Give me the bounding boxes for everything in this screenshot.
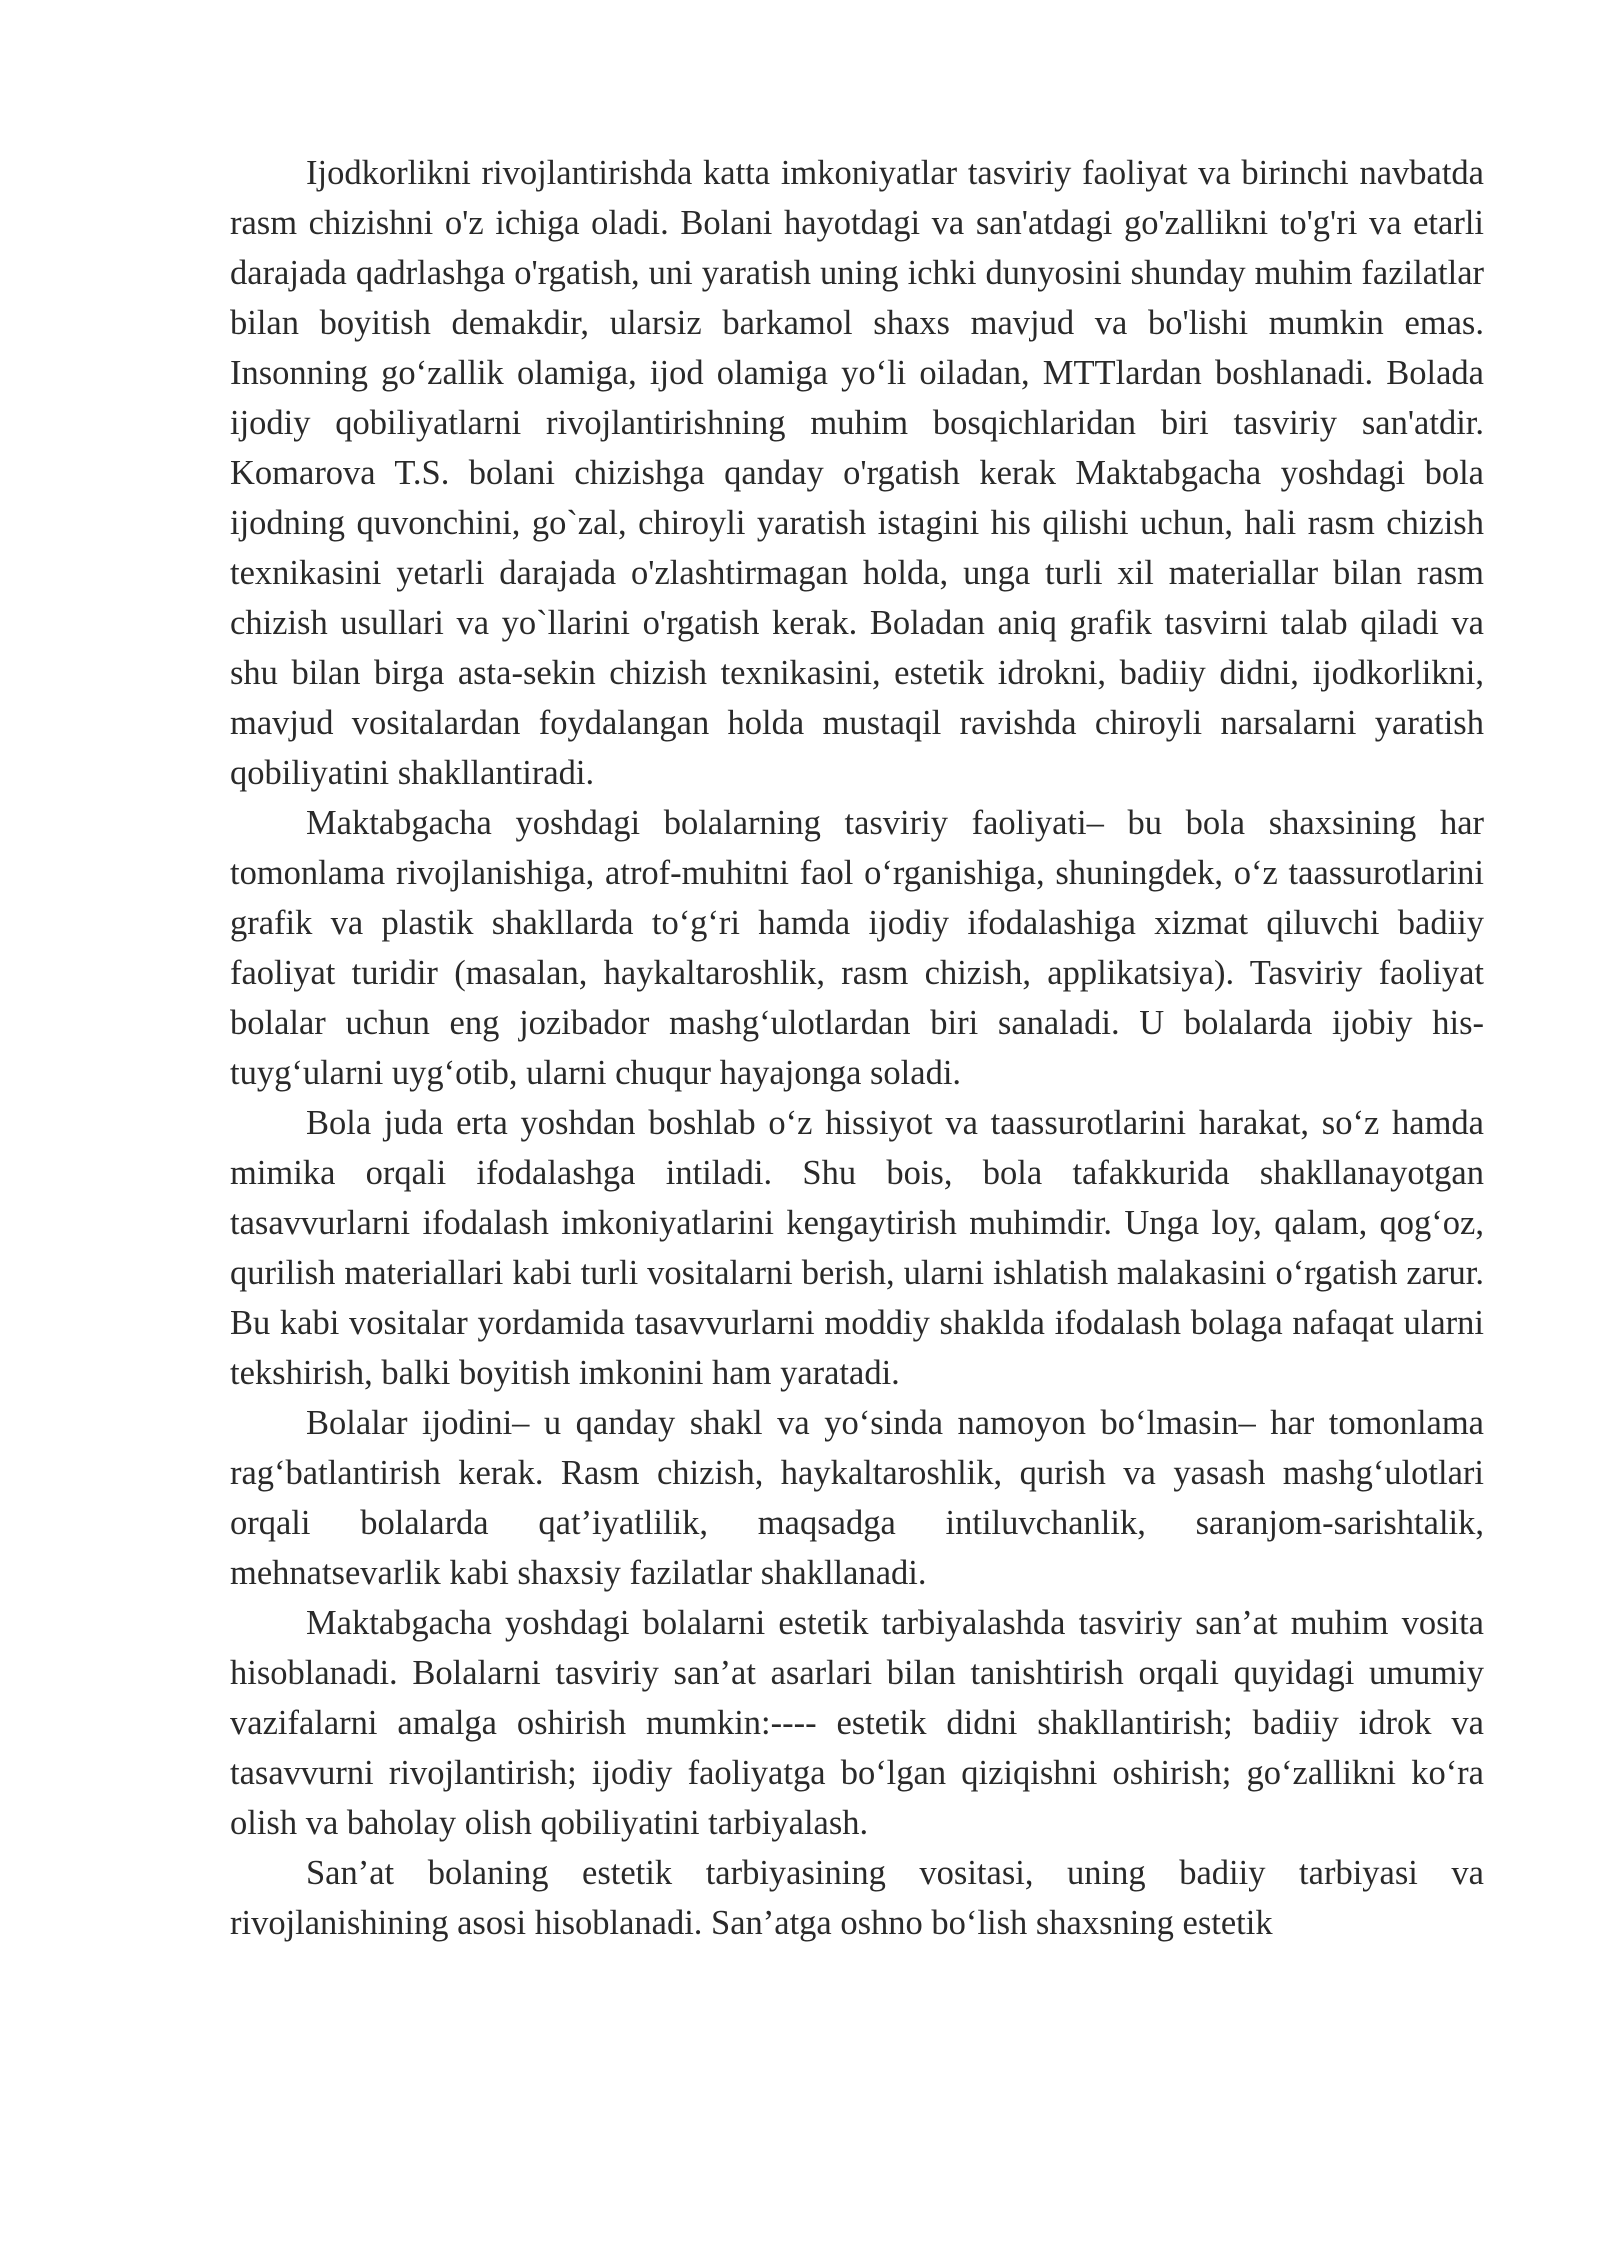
paragraph-2: Maktabgacha yoshdagi bolalarning tasviriy faoliyati– bu bola shaxsining har tomonlama rivojlanishiga, atrof-muhitni faol o‘rganishiga, shuningdek, o‘z taassurotlarini grafik va plastik shakllarda to‘g‘ri hamda ijodiy ifodalashiga xizmat qiluvchi badiiy faoliyat turidir (masalan, haykaltaroshlik, rasm chizish, applikatsiya). Tasviriy faoliyat bolalar uchun eng jozibador mashg‘ulotlardan biri sanaladi. U bolalarda ijobiy his-tuyg‘ularni uyg‘otib, ularni chuqur hayajonga soladi. bbox=[230, 804, 1484, 1092]
paragraph-4: Bolalar ijodini– u qanday shakl va yo‘sinda namoyon bo‘lmasin– har tomonlama rag‘batlantirish kerak. Rasm chizish, haykaltaroshlik, qurish va yasash mashg‘ulotlari orqali bolalarda qat’iyatlilik, maqsadga intiluvchanlik, saranjom-sarishtalik, mehnatsevarlik kabi shaxsiy fazilatlar shakllanadi. bbox=[230, 1404, 1484, 1592]
paragraph-5: Maktabgacha yoshdagi bolalarni estetik tarbiyalashda tasviriy san’at muhim vosita hisoblanadi. Bolalarni tasviriy san’at asarlari bilan tanishtirish orqali quyidagi umumiy vazifalarni amalga oshirish mumkin:---- estetik didni shakllantirish; badiiy idrok va tasavvurni rivojlantirish; ijodiy faoliyatga bo‘lgan qiziqishni oshirish; go‘zallikni ko‘ra olish va baholay olish qobiliyatini tarbiyalash. bbox=[230, 1604, 1484, 1842]
paragraph-3: Bola juda erta yoshdan boshlab o‘z hissiyot va taassurotlarini harakat, so‘z hamda mimika orqali ifodalashga intiladi. Shu bois, bola tafakkurida shakllanayotgan tasavvurlarni ifodalash imkoniyatlarini kengaytirish muhimdir. Unga loy, qalam, qog‘oz, qurilish materiallari kabi turli vositalarni berish, ularni ishlatish malakasini o‘rgatish zarur. Bu kabi vositalar yordamida tasavvurlarni moddiy shaklda ifodalash bolaga nafaqat ularni tekshirish, balki boyitish imkonini ham yaratadi. bbox=[230, 1104, 1484, 1392]
paragraph-1: Ijodkorlikni rivojlantirishda katta imkoniyatlar tasviriy faoliyat va birinchi navbatda rasm chizishni o'z ichiga oladi. Bolani hayotdagi va san'atdagi go'zallikni to'g'ri va etarli darajada qadrlashga o'rgatish, uni yaratish uning ichki dunyosini shunday muhim fazilatlar bilan boyitish demakdir, ularsiz barkamol shaxs mavjud va bo'lishi mumkin emas. Insonning go‘zallik olamiga, ijod olamiga yo‘li oiladan, MTTlardan boshlanadi. Bolada ijodiy qobiliyatlarni rivojlantirishning muhim bosqichlaridan biri tasviriy san'atdir. Komarova T.S. bolani chizishga qanday o'rgatish kerak Maktabgacha yoshdagi bola ijodning quvonchini, go`zal, chiroyli yaratish istagini his qilishi uchun, hali rasm chizish texnikasini yetarli darajada o'zlashtirmagan holda, unga turli xil materiallar bilan rasm chizish usullari va yo`llarini o'rgatish kerak. Boladan aniq grafik tasvirni talab qiladi va shu bilan birga asta-sekin chizish texnikasini, estetik idrokni, badiiy didni, ijodkorlikni, mavjud vositalardan foydalangan holda mustaqil ravishda chiroyli narsalarni yaratish qobiliyatini shakllantiradi. bbox=[230, 154, 1484, 792]
document-body bbox=[230, 148, 1484, 1948]
paragraph-6: San’at bolaning estetik tarbiyasining vositasi, uning badiiy tarbiyasi va rivojlanishining asosi hisoblanadi. San’atga oshno bo‘lish shaxsning estetik bbox=[230, 1854, 1484, 1942]
